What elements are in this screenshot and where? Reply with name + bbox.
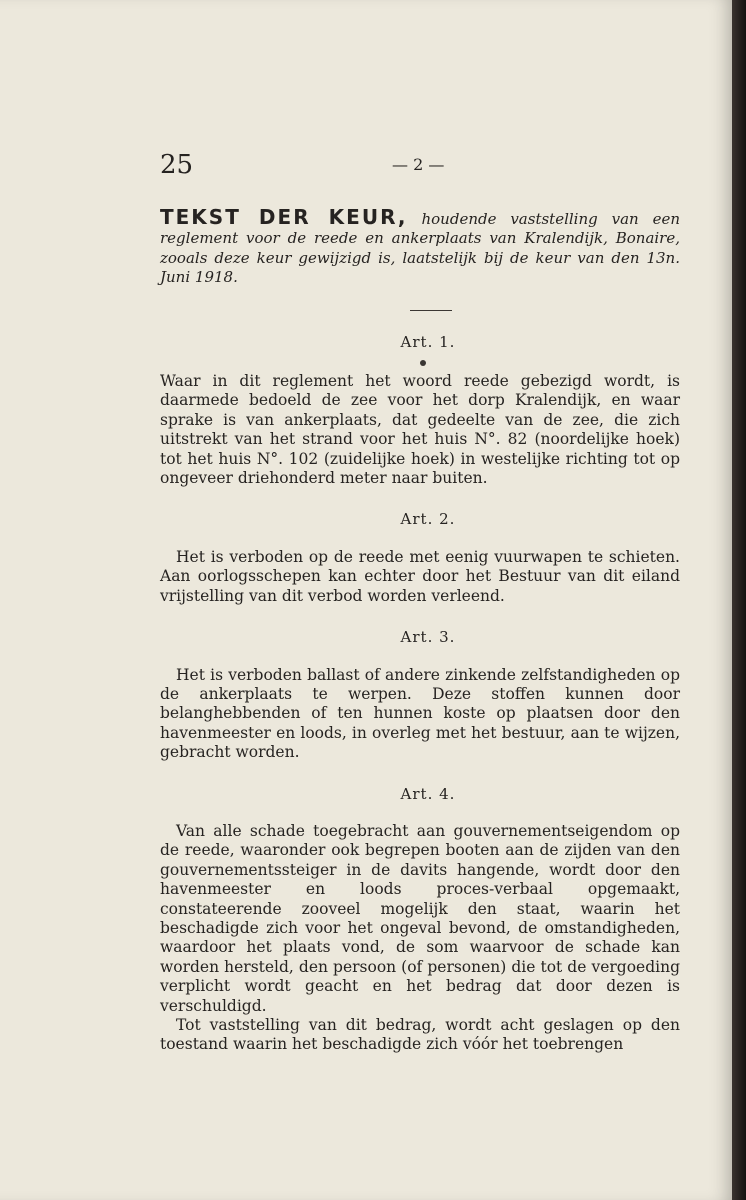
page-text [160,148,680,1055]
article-3-text: Het is verboden ballast of andere zinkende zelfstandigheden op de ankerplaats te werpen. Deze stoffen kunnen door belanghebbenden of ten hunnen koste op plaatsen door den havenmeester en loods, in overleg met het bestuur, aan te wijzen, gebracht worden. [160,665,680,762]
document-title [160,205,680,288]
article-2-heading: Art. 2. [400,510,456,529]
title-subtitle: houdende vaststelling van een reglement voor de reede en ankerplaats van Kralendijk, Bonaire, zooals deze keur gewijzigd is, laatstelijk bij de keur van den 13n. Juni 1918. [160,210,680,287]
book-spine-edge [732,0,746,1200]
article-4-text-continued: Tot vaststelling van dit bedrag, wordt acht geslagen op den toestand waarin het beschadigde zich vóór het toebrengen [160,1016,680,1054]
page-number: 25 [160,150,194,180]
page-marker: — 2 — [392,155,445,174]
ink-dot [420,360,426,366]
article-1-text: Waar in dit reglement het woord reede gebezigd wordt, is daarmede bedoeld de zee voor het dorp Kralendijk, en waar sprake is van ankerplaats, dat gedeelte van de zee, die zich uitstrekt van het strand voor het huis N°. 82 (noordelijke hoek) tot het huis N°. 102 (zuidelijke hoek) in westelijke richting tot op ongeveer driehonderd meter naar buiten. [160,372,680,488]
article-4-text: Van alle schade toegebracht aan gouvernementseigendom op de reede, waaronder ook begrepen booten aan de zijden van den gouvernementssteiger in de davits hangende, wordt door den havenmeester en loods proces-verbaal opgemaakt, constateerende zooveel mogelijk den staat, waarin het beschadigde zich voor het ongeval bevond, de omstandigheden, waardoor het plaats vond, de som waarvoor de schade kan worden hersteld, den persoon (of personen) die tot de vergoeding verplicht wordt geacht en het bedrag dat door dezen is verschuldigd. [160,821,680,1015]
article-1-heading: Art. 1. [400,332,456,351]
article-4-heading: Art. 4. [400,784,456,803]
title-divider [410,310,452,311]
article-3-heading: Art. 3. [400,628,456,647]
title-caps: TEKST DER KEUR, [160,205,408,229]
article-2-text: Het is verboden op de reede met eenig vuurwapen te schieten. Aan oorlogsschepen kan echter door het Bestuur van dit eiland vrijstelling van dit verbod worden verleend. [160,547,680,605]
page-header [160,148,680,188]
